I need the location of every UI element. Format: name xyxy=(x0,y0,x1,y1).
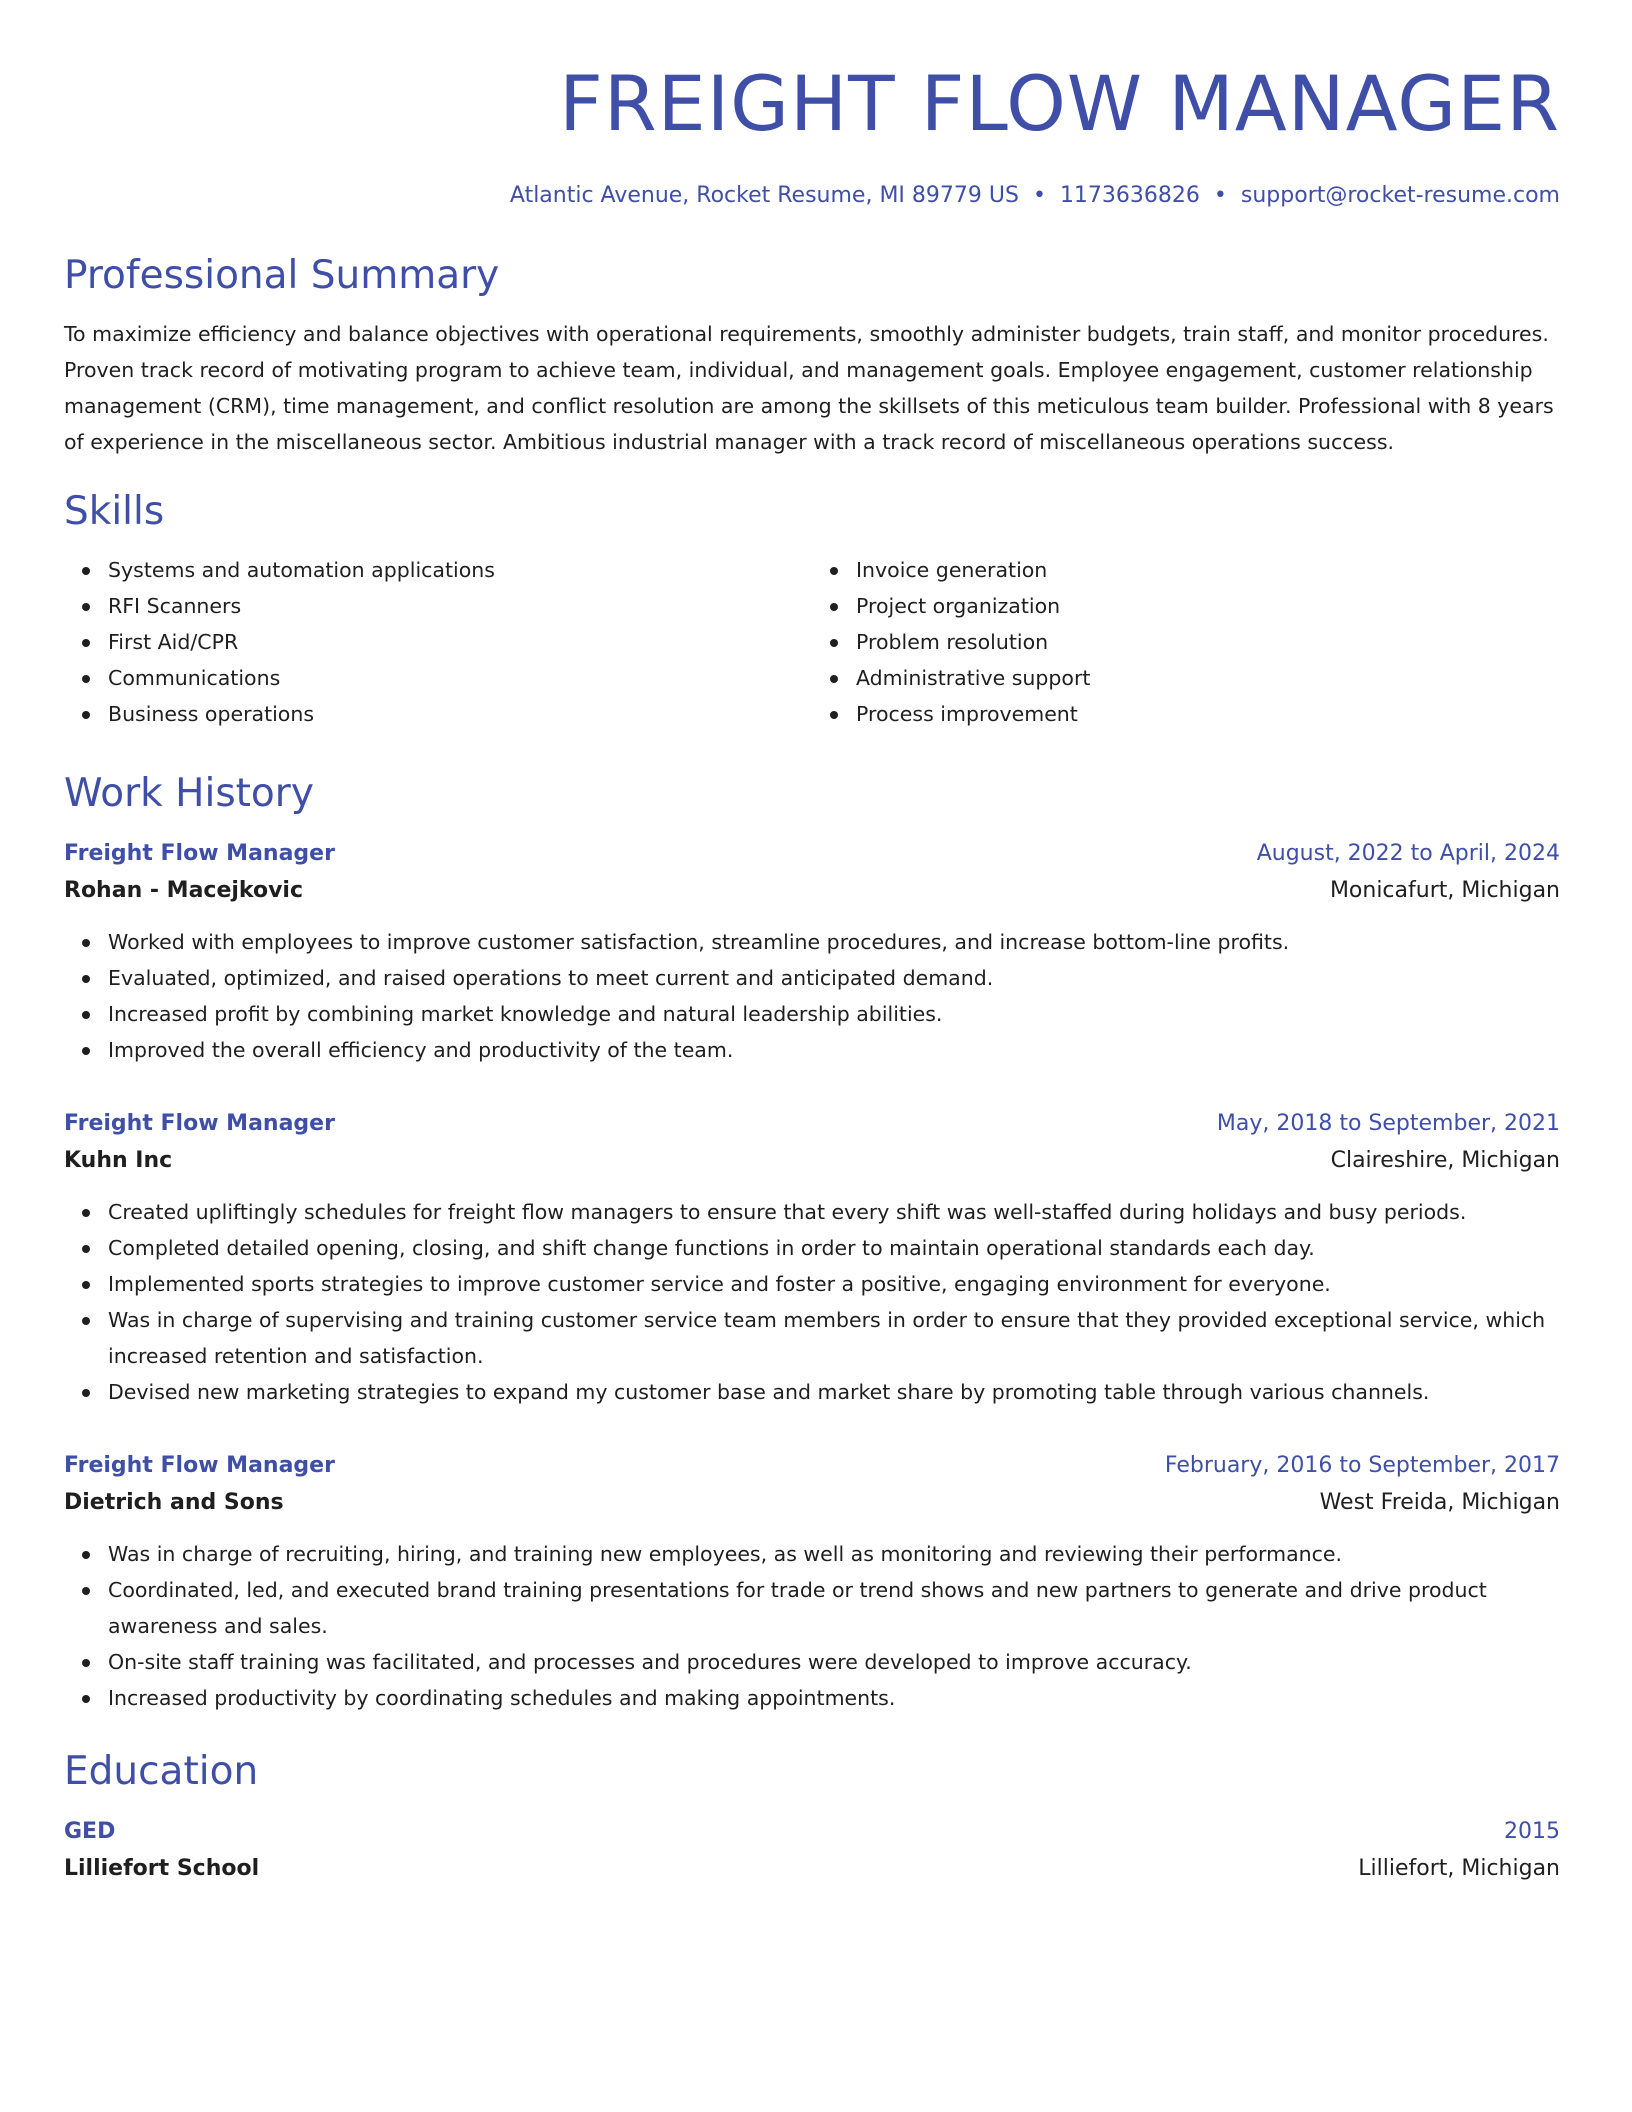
job-company-row xyxy=(64,872,1560,910)
contact-address: Atlantic Avenue, Rocket Resume, MI 89779 US xyxy=(509,183,1019,208)
job-company: Dietrich and Sons xyxy=(64,1490,284,1515)
job-duty: Was in charge of supervising and training customer service team members in order to ensure that they provided exceptional service, which increased retention and satisfaction. xyxy=(108,1302,1560,1374)
resume-page xyxy=(64,0,1560,1888)
resume-header xyxy=(64,0,1560,212)
job-duties xyxy=(64,1194,1560,1410)
job-duty: On-site staff training was facilitated, and processes and procedures were developed to improve accuracy. xyxy=(108,1644,1560,1680)
contact-phone: 1173636826 xyxy=(1059,183,1200,208)
education-degree-row xyxy=(64,1814,1560,1850)
job-duty: Increased profit by combining market knowledge and natural leadership abilities. xyxy=(108,996,1560,1032)
job-entry xyxy=(64,836,1560,1068)
contact-separator: • xyxy=(1213,183,1227,208)
job-duty: Created upliftingly schedules for freight flow managers to ensure that every shift was well-staffed during holidays and busy periods. xyxy=(108,1194,1560,1230)
education-school-row xyxy=(64,1850,1560,1888)
job-title: Freight Flow Manager xyxy=(64,841,335,866)
skill-item: Administrative support xyxy=(856,660,1560,696)
education-entry xyxy=(64,1814,1560,1888)
education-heading: Education xyxy=(64,1749,259,1794)
job-company-row xyxy=(64,1484,1560,1522)
job-duty: Increased productivity by coordinating schedules and making appointments. xyxy=(108,1680,1560,1716)
job-company-row xyxy=(64,1142,1560,1180)
contact-separator: • xyxy=(1032,183,1046,208)
candidate-name: FREIGHT FLOW MANAGER xyxy=(559,59,1560,148)
job-company: Kuhn Inc xyxy=(64,1148,173,1173)
job-entry xyxy=(64,1448,1560,1716)
job-duty: Was in charge of recruiting, hiring, and training new employees, as well as monitoring and reviewing their performance. xyxy=(108,1536,1560,1572)
skill-item: Business operations xyxy=(108,696,812,732)
skill-item: Process improvement xyxy=(856,696,1560,732)
job-title-row xyxy=(64,1448,1560,1484)
job-duty: Evaluated, optimized, and raised operations to meet current and anticipated demand. xyxy=(108,960,1560,996)
skill-item: Problem resolution xyxy=(856,624,1560,660)
education-degree: GED xyxy=(64,1819,116,1844)
job-duty: Devised new marketing strategies to expand my customer base and market share by promoting table through various channels. xyxy=(108,1374,1560,1410)
job-title: Freight Flow Manager xyxy=(64,1453,335,1478)
job-dates: August, 2022 to April, 2024 xyxy=(1256,841,1560,866)
job-title-row xyxy=(64,1106,1560,1142)
summary-heading: Professional Summary xyxy=(64,253,500,298)
skill-item: Invoice generation xyxy=(856,552,1560,588)
education-year: 2015 xyxy=(1504,1819,1560,1844)
contact-email[interactable]: support@rocket-resume.com xyxy=(1240,183,1560,208)
job-title: Freight Flow Manager xyxy=(64,1111,335,1136)
skills-columns xyxy=(64,552,1560,732)
skill-item: RFI Scanners xyxy=(108,588,812,624)
job-title-row xyxy=(64,836,1560,872)
work-history-heading: Work History xyxy=(64,771,314,816)
skill-item: Systems and automation applications xyxy=(108,552,812,588)
job-duties xyxy=(64,924,1560,1068)
skills-section xyxy=(64,484,1560,732)
contact-line xyxy=(64,180,1560,212)
job-duties xyxy=(64,1536,1560,1716)
skills-heading: Skills xyxy=(64,489,165,534)
job-dates: February, 2016 to September, 2017 xyxy=(1164,1453,1560,1478)
skill-item: Project organization xyxy=(856,588,1560,624)
job-company: Rohan - Macejkovic xyxy=(64,878,303,903)
work-history-section xyxy=(64,766,1560,1716)
job-duty: Coordinated, led, and executed brand training presentations for trade or trend shows and new partners to generate and drive product awareness and sales. xyxy=(108,1572,1560,1644)
skills-list-left xyxy=(64,552,812,732)
education-location: Lilliefort, Michigan xyxy=(1358,1856,1560,1881)
job-duty: Improved the overall efficiency and productivity of the team. xyxy=(108,1032,1560,1068)
skill-item: Communications xyxy=(108,660,812,696)
job-entry xyxy=(64,1106,1560,1410)
skills-list-right xyxy=(812,552,1560,732)
education-section xyxy=(64,1744,1560,1888)
skill-item: First Aid/CPR xyxy=(108,624,812,660)
job-duty: Completed detailed opening, closing, and shift change functions in order to maintain operational standards each day. xyxy=(108,1230,1560,1266)
summary-text: To maximize efficiency and balance objectives with operational requirements, smoothly administer budgets, train staff, and monitor procedures. Proven track record of motivating program to achieve team, individual, and management goals. Employee engagement, customer relationship management (CRM), time management, and conflict resolution are among the skillsets of this meticulous team builder. Professional with 8 years of experience in the miscellaneous sector. Ambitious industrial manager with a track record of miscellaneous operations success. xyxy=(64,322,1554,454)
job-location: Monicafurt, Michigan xyxy=(1329,878,1560,903)
job-location: Claireshire, Michigan xyxy=(1330,1148,1560,1173)
job-dates: May, 2018 to September, 2021 xyxy=(1216,1111,1560,1136)
job-duty: Worked with employees to improve customer satisfaction, streamline procedures, and increase bottom-line profits. xyxy=(108,924,1560,960)
job-duty: Implemented sports strategies to improve customer service and foster a positive, engaging environment for everyone. xyxy=(108,1266,1560,1302)
summary-section xyxy=(64,248,1560,460)
job-location: West Freida, Michigan xyxy=(1319,1490,1560,1515)
education-school: Lilliefort School xyxy=(64,1856,260,1881)
